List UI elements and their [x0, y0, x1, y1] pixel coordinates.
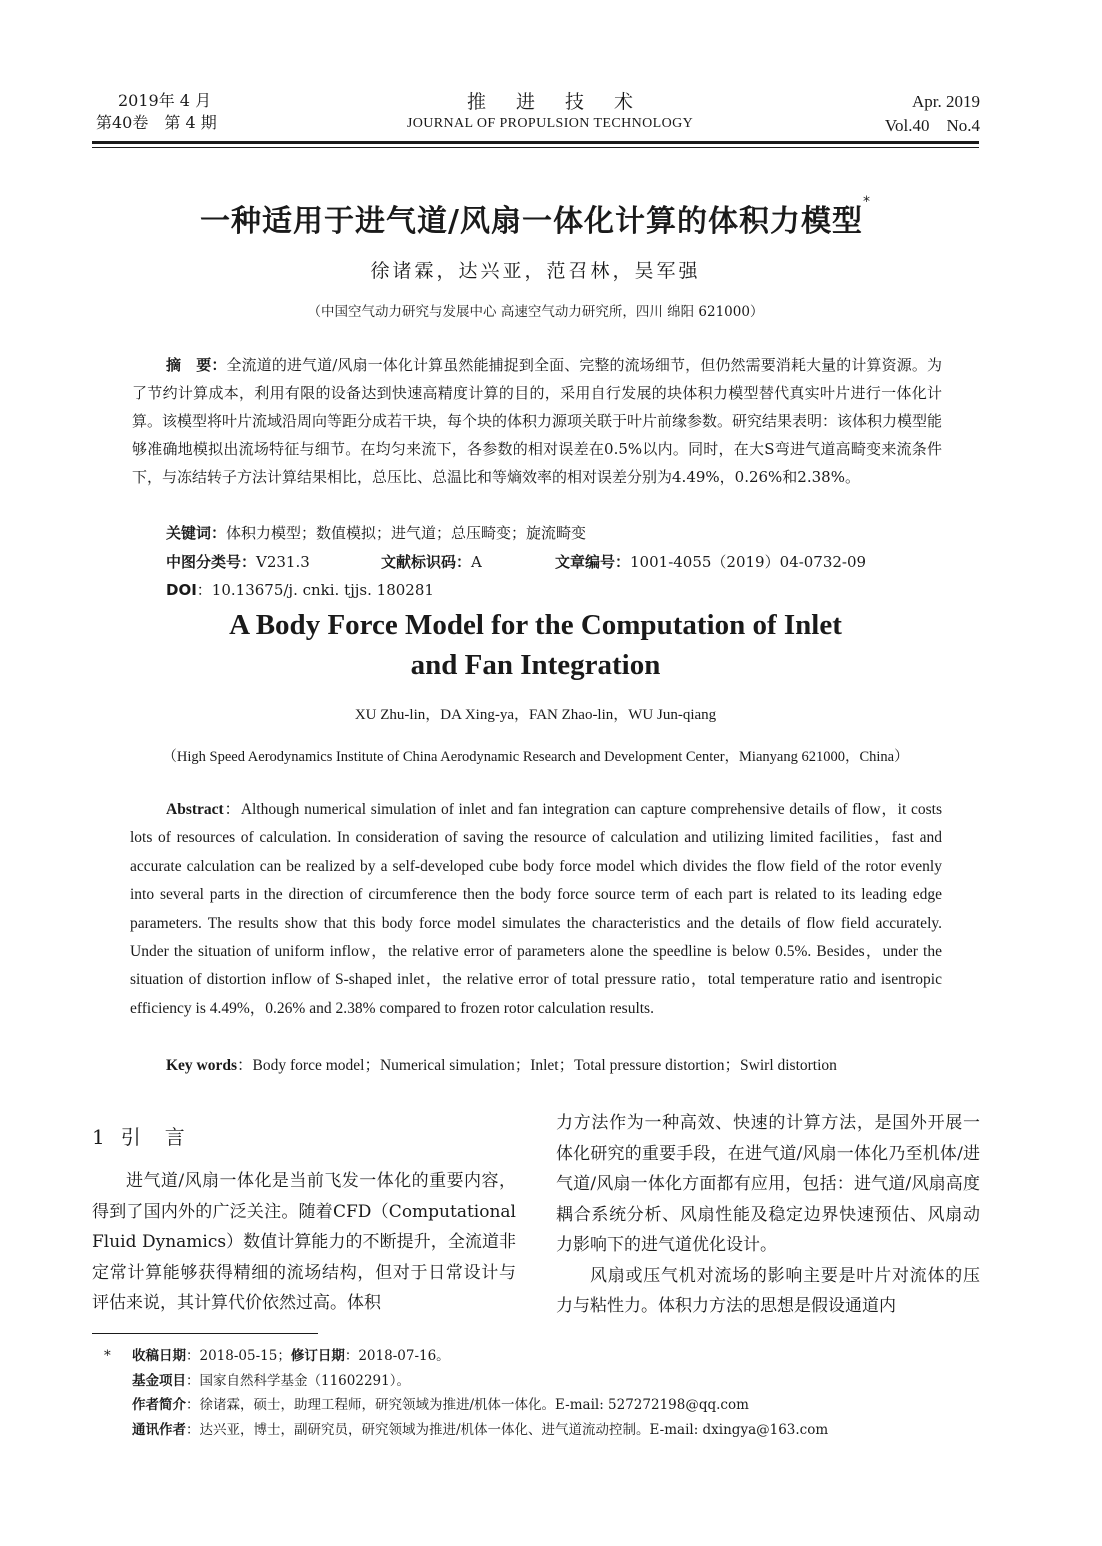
intro-paragraph-right-1: 力方法作为一种高效、快速的计算方法，是国外开展一体化研究的重要手段，在进气道/风扇一体化乃至机体/进气道/风扇一体化方面都有应用，包括：进气道/风扇高度耦合系统分析、风扇性能及稳定边界快速预估、风扇动力影响下的进气道优化设计。	[556, 1113, 980, 1255]
issue-date-cn: 2019年 4 月	[118, 91, 212, 110]
volume-en: Vol.40 No.4	[884, 116, 980, 135]
keywords-cn-text: 体积力模型；数值模拟；进气道；总压畸变；旋流畸变	[226, 524, 587, 542]
keywords-cn-label: 关键词：	[166, 524, 227, 542]
doc-code-value: A	[471, 553, 482, 571]
header-center	[360, 90, 740, 134]
doi-value: ：10.13675/j. cnki. tjjs. 180281	[196, 581, 434, 599]
header-rule-thick	[92, 141, 979, 144]
title-footnote-mark: *	[862, 194, 871, 210]
title-cn-text: 一种适用于进气道/风扇一体化计算的体积力模型	[200, 204, 863, 239]
paper-title-cn	[92, 196, 979, 240]
abstract-cn-label: 摘 要：	[166, 356, 227, 374]
header-rule-thin	[92, 147, 979, 148]
classification-line	[166, 548, 926, 576]
title-en-line-1: A Body Force Model for the Computation of Inlet	[229, 609, 842, 641]
authors-en: XU Zhu-lin，DA Xing-ya，FAN Zhao-lin，WU Jun-qiang	[354, 707, 717, 723]
footnote-rule	[92, 1333, 318, 1334]
section-title: 引 言	[120, 1125, 187, 1149]
footnotes	[104, 1344, 828, 1442]
keywords-en-label: Key words	[166, 1057, 238, 1074]
bio-value: ：徐诸霖，硕士，助理工程师，研究领域为推进/机体一体化。E-mail: 527272198@qq.com	[186, 1397, 749, 1413]
clc-label: 中图分类号：	[166, 553, 257, 571]
received-label: 收稿日期	[132, 1348, 186, 1364]
affiliation-cn: （中国空气动力研究与发展中心 高速空气动力研究所，四川 绵阳 621000）	[307, 304, 764, 320]
fund-value: ：国家自然科学基金（11602291）。	[186, 1372, 410, 1389]
header-left	[96, 90, 217, 134]
affiliation-en: （High Speed Aerodynamics Institute of China Aerodynamic Research and Development Center，Mianyang 621000，China）	[162, 749, 909, 765]
doc-code-label: 文献标识码：	[381, 553, 472, 571]
intro-paragraph-right-2: 风扇或压气机对流场的影响主要是叶片对流体的压力与粘性力。体积力方法的思想是假设通道内	[556, 1265, 980, 1316]
doi-label: DOI	[166, 581, 197, 599]
article-number-label: 文章编号：	[555, 553, 631, 571]
journal-name-cn: 推 进 技 术	[466, 91, 646, 113]
paper-title-en	[92, 605, 979, 685]
doi-line	[166, 576, 434, 604]
volume-cn: 第40卷 第 4 期	[96, 113, 217, 132]
header-right	[885, 90, 980, 138]
section-heading	[92, 1121, 187, 1150]
footnote-author-bio	[104, 1393, 828, 1418]
footnote-fund	[104, 1369, 828, 1394]
section-number: 1	[92, 1125, 107, 1149]
revised-label: 修订日期	[290, 1348, 345, 1364]
corresponding-label: 通讯作者	[132, 1421, 186, 1438]
footnote-star: *	[104, 1348, 111, 1364]
abstract-cn	[132, 351, 942, 491]
article-number-value: 1001-4055（2019）04-0732-09	[630, 553, 867, 571]
bio-label: 作者简介	[132, 1397, 186, 1413]
issue-date-en: Apr. 2019	[912, 92, 980, 111]
received-value: ：2018-05-15；	[186, 1348, 291, 1364]
keywords-en	[166, 1052, 837, 1080]
title-en-line-2: and Fan Integration	[410, 649, 661, 681]
keywords-cn	[166, 519, 586, 547]
abstract-en-text: ：Although numerical simulation of inlet and fan integration can capture comprehensive details of flow，it costs lots of resources of calculation. In consideration of saving the resource of calculation and utilizing limited facilities，fast and accurate calculation can be realized by a self-developed cube body force model which divides the flow field of the rotor evenly into several parts in the direction of circumference then the body force source term of each part is related to its leading edge parameters. The results show that this body force model simulates the characteristics and the details of flow field accurately. Under the situation of uniform inflow，the relative error of parameters alone the speedline is below 0.5%. Besides，under the situation of distortion inflow of S-shaped inlet，the relative error of total pressure ratio，total temperature ratio and isentropic efficiency is 4.49%，0.26% and 2.38% compared to frozen rotor calculation results.	[130, 801, 942, 1017]
intro-paragraph-left: 进气道/风扇一体化是当前飞发一体化的重要内容，得到了国内外的广泛关注。随着CFD（Computational Fluid Dynamics）数值计算能力的不断提升，全流道非定常计算能够获得精细的流场结构，但对于日常设计与评估来说，其计算代价依然过高。体积	[92, 1171, 516, 1313]
authors-cn: 徐诸霖，达兴亚，范召林，吴军强	[370, 260, 701, 282]
abstract-cn-text: 全流道的进气道/风扇一体化计算虽然能捕捉到全面、完整的流场细节，但仍然需要消耗大量的计算资源。为了节约计算成本，利用有限的设备达到快速高精度计算的目的，采用自行发展的块体积力模型替代真实叶片进行一体化计算。该模型将叶片流域沿周向等距分成若干块，每个块的体积力源项关联于叶片前缘参数。研究结果表明：该体积力模型能够准确地模拟出流场特征与细节。在均匀来流下，各参数的相对误差在0.5%以内。同时，在大S弯进气道高畸变来流条件下，与冻结转子方法计算结果相比，总压比、总温比和等熵效率的相对误差分别为4.49%，0.26%和2.38%。	[132, 356, 943, 486]
intro-column-right	[556, 1108, 980, 1322]
corresponding-value: ：达兴亚，博士，副研究员，研究领域为推进/机体一体化、进气道流动控制。E-mail: dxingya@163.com	[186, 1421, 829, 1438]
journal-name-en: JOURNAL OF PROPULSION TECHNOLOGY	[406, 116, 694, 131]
footnote-dates	[104, 1344, 828, 1369]
keywords-en-text: ：Body force model；Numerical simulation；Inlet；Total pressure distortion；Swirl distortion	[237, 1057, 837, 1074]
clc-value: V231.3	[256, 553, 310, 571]
abstract-en	[130, 796, 942, 1023]
revised-value: ：2018-07-16。	[344, 1348, 450, 1364]
abstract-en-label: Abstract	[166, 801, 224, 818]
footnote-corresponding	[104, 1418, 828, 1443]
fund-label: 基金项目	[132, 1372, 186, 1389]
